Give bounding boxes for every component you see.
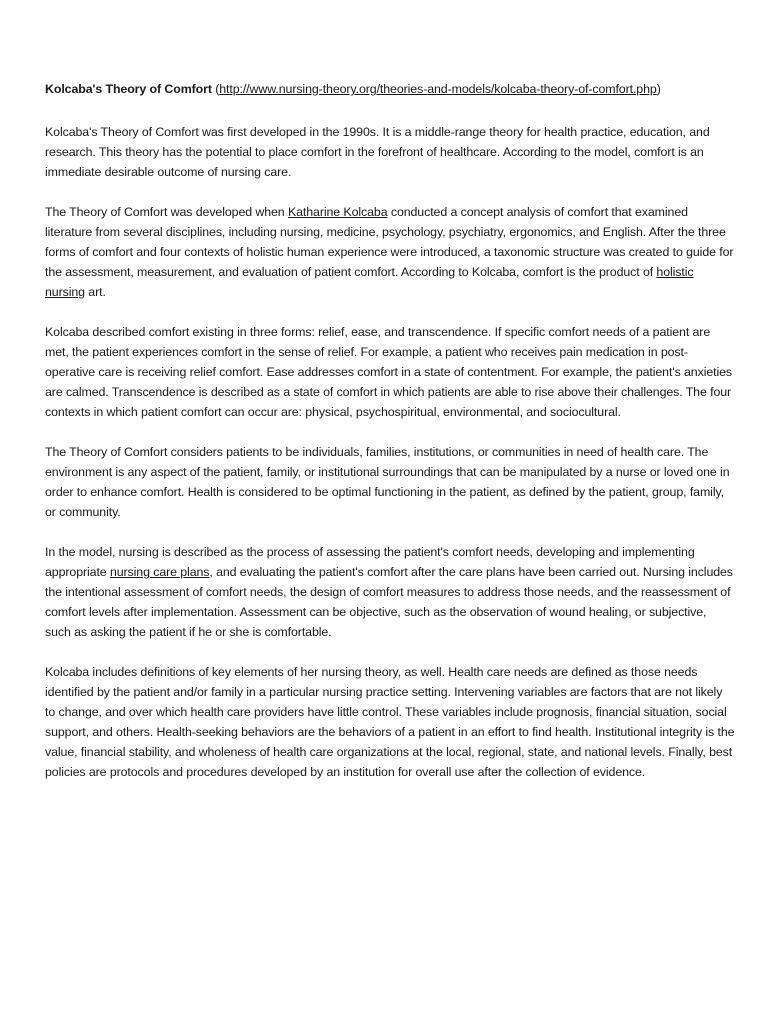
paragraph-forms: Kolcaba described comfort existing in three forms: relief, ease, and transcendence. If specific comfort needs of a patient are met, the patient experiences comfort in the sense of relief. For example, a patient who receives pain medication in post-operative care is receiving relief comfort. Ease addresses comfort in a state of contentment. For example, the patient's anxieties are calmed. Transcendence is described as a state of comfort in which patients are able to rise above their challenges. The four contexts in which patient comfort can occur are: physical, psychospiritual, environmental, and sociocultural. (45, 325, 733, 419)
document-title: Kolcaba's Theory of Comfort (45, 82, 212, 96)
paragraph-intro: Kolcaba's Theory of Comfort was first developed in the 1990s. It is a middle-range theory for health practice, education, and research. This theory has the potential to place comfort in the forefront of healthcare. According to the model, comfort is an immediate desirable outcome of nursing care. (45, 125, 710, 179)
paragraph-nursing (45, 542, 735, 642)
holistic-nursing-link[interactable]: holistic nursing (45, 265, 694, 299)
paragraph-text: In the model, nursing is described as the process of assessing the patient's comfort needs, developing and implementing appropriate (45, 545, 695, 579)
paragraph-text: The Theory of Comfort was developed when (45, 205, 288, 219)
paragraph-text: conducted a concept analysis of comfort that examined literature from several disciplines, including nursing, medicine, psychology, psychiatry, ergonomics, and English. After the three forms of comfort and four contexts of holistic human experience were introduced, a taxonomic structure was created to guide for the assessment, measurement, and evaluation of patient comfort. According to Kolcaba, comfort is the product of (45, 205, 734, 279)
paragraph-definitions: Kolcaba includes definitions of key elements of her nursing theory, as well. Health care needs are defined as those needs identified by the patient and/or family in a particular nursing practice setting. Intervening variables are factors that are not likely to change, and over which health care providers have little control. These variables include prognosis, financial situation, social support, and others. Health-seeking behaviors are the behaviors of a patient in an effort to find health. Institutional integrity is the value, financial stability, and wholeness of health care organizations at the local, regional, state, and national levels. Finally, best policies are protocols and procedures developed by an institution for overall use after the collection of evidence. (45, 665, 735, 779)
paragraph-development (45, 202, 735, 302)
source-url-link[interactable]: http://www.nursing-theory.org/theories-and-models/kolcaba-theory-of-comfort.php (219, 82, 657, 96)
paragraph-patients: The Theory of Comfort considers patients to be individuals, families, institutions, or communities in need of health care. The environment is any aspect of the patient, family, or institutional surroundings that can be manipulated by a nurse or loved one in order to enhance comfort. Health is considered to be optimal functioning in the patient, as defined by the patient, group, family, or community. (45, 445, 730, 519)
title-line (45, 79, 735, 99)
document-page (45, 79, 735, 802)
source-close-paren: ) (656, 82, 661, 96)
paragraph-text: art. (84, 285, 106, 299)
nursing-care-plans-link[interactable]: nursing care plans (109, 565, 210, 579)
paragraph-text: , and evaluating the patient's comfort after the care plans have been carried out. Nursing includes the intentional assessment of comfort needs, the design of comfort measures to address those needs, and the reassessment of comfort levels after implementation. Assessment can be objective, such as the observation of wound healing, or subjective, such as asking the patient if he or she is comfortable. (45, 565, 733, 639)
katharine-kolcaba-link[interactable]: Katharine Kolcaba (287, 205, 388, 219)
source-open-paren: ( (211, 82, 220, 96)
